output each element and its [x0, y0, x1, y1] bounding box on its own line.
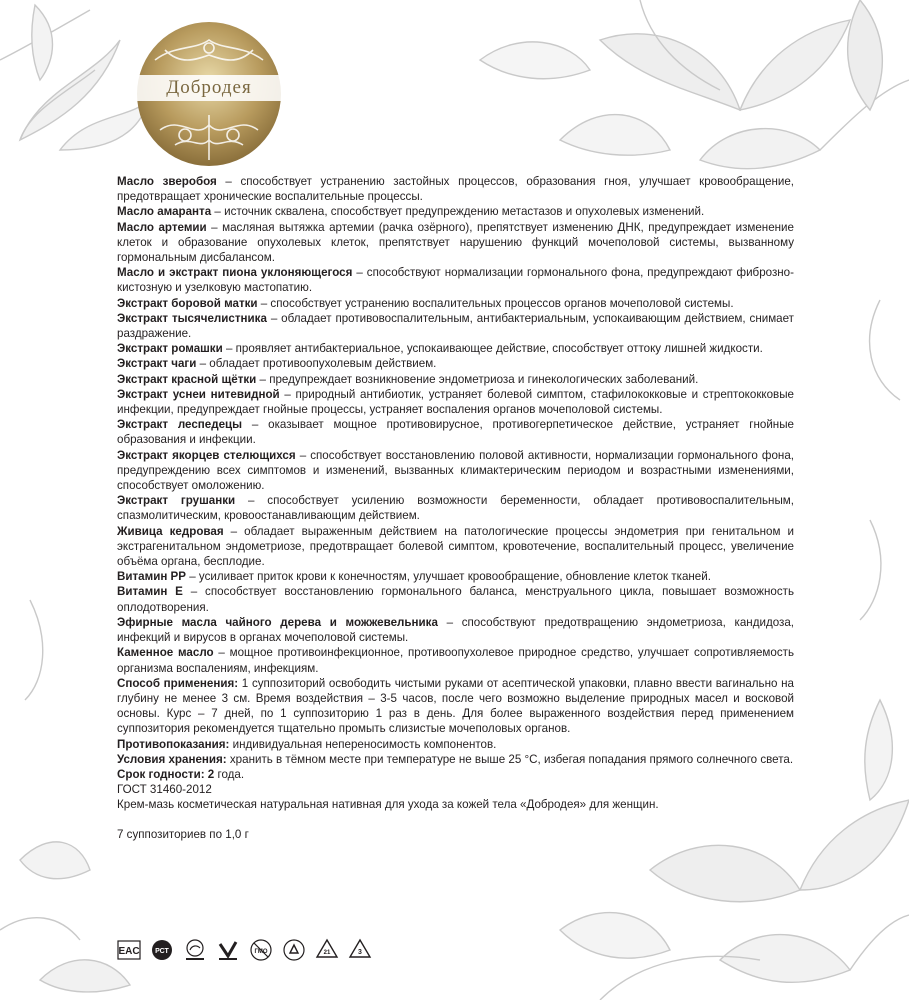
- svg-text:3: 3: [358, 949, 362, 956]
- text-paragraph: [117, 752, 794, 767]
- paragraph-text: года.: [214, 767, 245, 781]
- paragraph-text: Крем-мазь косметическая натуральная нативная для ухода за кожей тела «Добродея» для женщин.: [117, 798, 659, 812]
- text-paragraph: [117, 356, 794, 371]
- no-parabens-icon: [216, 938, 240, 962]
- svg-text:РСТ: РСТ: [155, 948, 169, 955]
- text-paragraph: [117, 220, 794, 266]
- ingredient-term: Масло артемии: [117, 220, 207, 234]
- paragraph-text: – способствует устранению воспалительных процессов органов мочеполовой системы.: [257, 296, 734, 310]
- ingredient-term: Экстракт якорцев стелющихся: [117, 448, 296, 462]
- paragraph-text: – источник сквалена, способствует предупреждению метастазов и опухолевых изменений.: [211, 205, 705, 219]
- paragraph-text: – проявляет антибактериальное, успокаивающее действие, способствует оттоку лишней жидкости.: [222, 342, 763, 356]
- text-paragraph: [117, 645, 794, 675]
- paragraph-text: – способствует усилению возможности беременности, обладает противовоспалительным, спазмолитическим, кровоостанавливающим действием.: [117, 494, 794, 523]
- text-paragraph: [117, 782, 794, 797]
- paragraph-text: – усиливает приток крови к конечностям, улучшает кровообращение, обновление клеток тканей.: [186, 570, 711, 584]
- ingredient-term: Срок годности: 2: [117, 767, 215, 781]
- paragraph-text: – предупреждает возникновение эндометриоза и гинекологических заболеваний.: [256, 372, 699, 386]
- paragraph-text: индивидуальная непереносимость компонентов.: [229, 737, 497, 751]
- text-paragraph: [117, 584, 794, 614]
- paragraph-text: – способствует восстановлению гормонального баланса, менструального цикла, повышает возможность оплодотворения.: [117, 585, 794, 614]
- not-tested-on-animals-icon: [183, 938, 207, 962]
- brand-logo: [135, 20, 283, 168]
- text-paragraph: [117, 174, 794, 204]
- text-paragraph: [117, 797, 794, 812]
- paragraph-text: – обладает противовоспалительным, антибактериальным, успокаивающим действием, снимает раздражение.: [117, 311, 794, 341]
- paragraph-text: – природный антибиотик, устраняет болевой симптом, стафилококковые и стрептококковые инфекции, предупреждает гнойные процессы, устраняет воспаления органов мочеполовой системы.: [117, 387, 794, 417]
- paragraph-text: 1 суппозиторий освободить чистыми руками от асептической упаковки, плавно ввести вагинально на глубину не менее 3 см. Время воздействия – 3-5 часов, после чего возможно выделение природных масел и восковой основы. Курс – 7 дней, по 1 суппозиторию 1 раз в день. Для более выраженного воздействия перед применением суппозитория рекомендуется тщательно промыть слизистые мочеполовых органов.: [117, 676, 794, 736]
- text-paragraph: [117, 676, 794, 737]
- ingredient-term: Витамин РР: [117, 570, 187, 584]
- text-paragraph: [117, 387, 794, 417]
- ingredient-term: Экстракт ромашки: [117, 342, 223, 356]
- text-paragraph: [117, 615, 794, 645]
- text-paragraph: [117, 311, 794, 341]
- recycle-pap-icon: [315, 938, 339, 962]
- svg-text:ГМО: ГМО: [254, 949, 268, 955]
- ingredient-term: Экстракт уснеи нитевидной: [117, 387, 280, 401]
- paragraph-text: хранить в тёмном месте при температуре не выше 25 °С, избегая попадания прямого солнечного света.: [226, 752, 794, 766]
- mobius-loop-icon: [282, 938, 306, 962]
- ingredient-term: Витамин Е: [117, 585, 183, 599]
- text-paragraph: [117, 569, 794, 584]
- ingredient-term: Экстракт тысячелистника: [117, 311, 267, 325]
- ingredient-term: Экстракт красной щётки: [117, 372, 257, 386]
- spacer: [117, 813, 794, 827]
- paragraph-text: – способствует восстановлению половой активности, нормализации гормонального фона, предупреждению всех симптомов и изменений, вызванных климактерическим периодом и возрастными изменениями, способствует омоложению.: [117, 448, 794, 493]
- ingredient-term: Условия хранения:: [117, 752, 227, 766]
- text-paragraph: [117, 372, 794, 387]
- brand-name: Добродея: [135, 75, 283, 101]
- ingredient-term: Живица кедровая: [117, 524, 224, 538]
- paragraph-text: – обладает выраженным действием на патологические процессы эндометрия при генитальном и экстрагенитальном эндометриозе, предотвращает болевой симптом, кровотечение, воспалительный процесс, увеличение объёма органа, бесплодие.: [117, 524, 794, 569]
- text-paragraph: [117, 417, 794, 447]
- paragraph-text: ГОСТ 31460-2012: [117, 783, 212, 797]
- text-paragraph: [117, 493, 794, 523]
- paragraph-text: – мощное противоинфекционное, противоопухолевое природное средство, улучшает сопротивляемость организма воспалениям, инфекциям.: [117, 646, 794, 675]
- svg-text:EAC: EAC: [118, 946, 140, 957]
- text-paragraph: [117, 524, 794, 570]
- paragraph-text: – оказывает мощное противовирусное, противогерпетическое действие, устраняет гнойные образования и инфекции.: [117, 418, 794, 447]
- text-paragraph: [117, 265, 794, 295]
- ingredient-term: Экстракт чаги: [117, 357, 197, 371]
- paragraph-text: – обладает противоопухолевым действием.: [196, 357, 437, 371]
- ingredient-term: Экстракт боровой матки: [117, 296, 258, 310]
- svg-text:21: 21: [323, 950, 331, 956]
- text-paragraph: [117, 296, 794, 311]
- ingredient-term: Экстракт леспедецы: [117, 418, 243, 432]
- text-paragraph: [117, 767, 794, 782]
- recycle-pvc-icon: [348, 938, 372, 962]
- ingredient-term: Эфирные масла чайного дерева и можжевельника: [117, 615, 438, 629]
- package-quantity: 7 суппозиториев по 1,0 г: [117, 827, 249, 841]
- ingredient-term: Масло зверобоя: [117, 175, 217, 188]
- paragraph-text: – масляная вытяжка артемии (рачка озёрного), препятствует изменению ДНК, предупреждает изменение клеток и образование опухолевых клеток, препятствует нарушению функций мочеполовой системы, вызванному гормональным дисбалансом.: [117, 220, 794, 265]
- ingredient-term: Противопоказания:: [117, 737, 230, 751]
- product-description: [117, 174, 794, 842]
- ingredient-term: Экстракт грушанки: [117, 494, 236, 508]
- text-paragraph: [117, 204, 794, 219]
- text-paragraph: [117, 737, 794, 752]
- rst-icon: [150, 938, 174, 962]
- no-gmo-icon: [249, 938, 273, 962]
- ingredient-term: Каменное масло: [117, 646, 214, 660]
- text-paragraph: [117, 341, 794, 356]
- paragraph-text: – способствует устранению застойных процессов, образования гноя, улучшает кровообращение, предотвращает хронические воспалительные процессы.: [117, 175, 794, 204]
- text-paragraph: [117, 448, 794, 494]
- ingredient-term: Масло и экстракт пиона уклоняющегося: [117, 266, 353, 280]
- certification-marks: [117, 938, 372, 962]
- ingredient-term: Способ применения:: [117, 676, 239, 690]
- eac-icon: [117, 938, 141, 962]
- ingredient-term: Масло амаранта: [117, 205, 212, 219]
- paragraph-text: – способствуют нормализации гормонального фона, предупреждают фиброзно-кистозную и узелковую мастопатию.: [117, 266, 794, 295]
- paragraph-text: – способствуют предотвращению эндометриоза, кандидоза, инфекций и вирусов в органах мочеполовой системы.: [117, 615, 795, 645]
